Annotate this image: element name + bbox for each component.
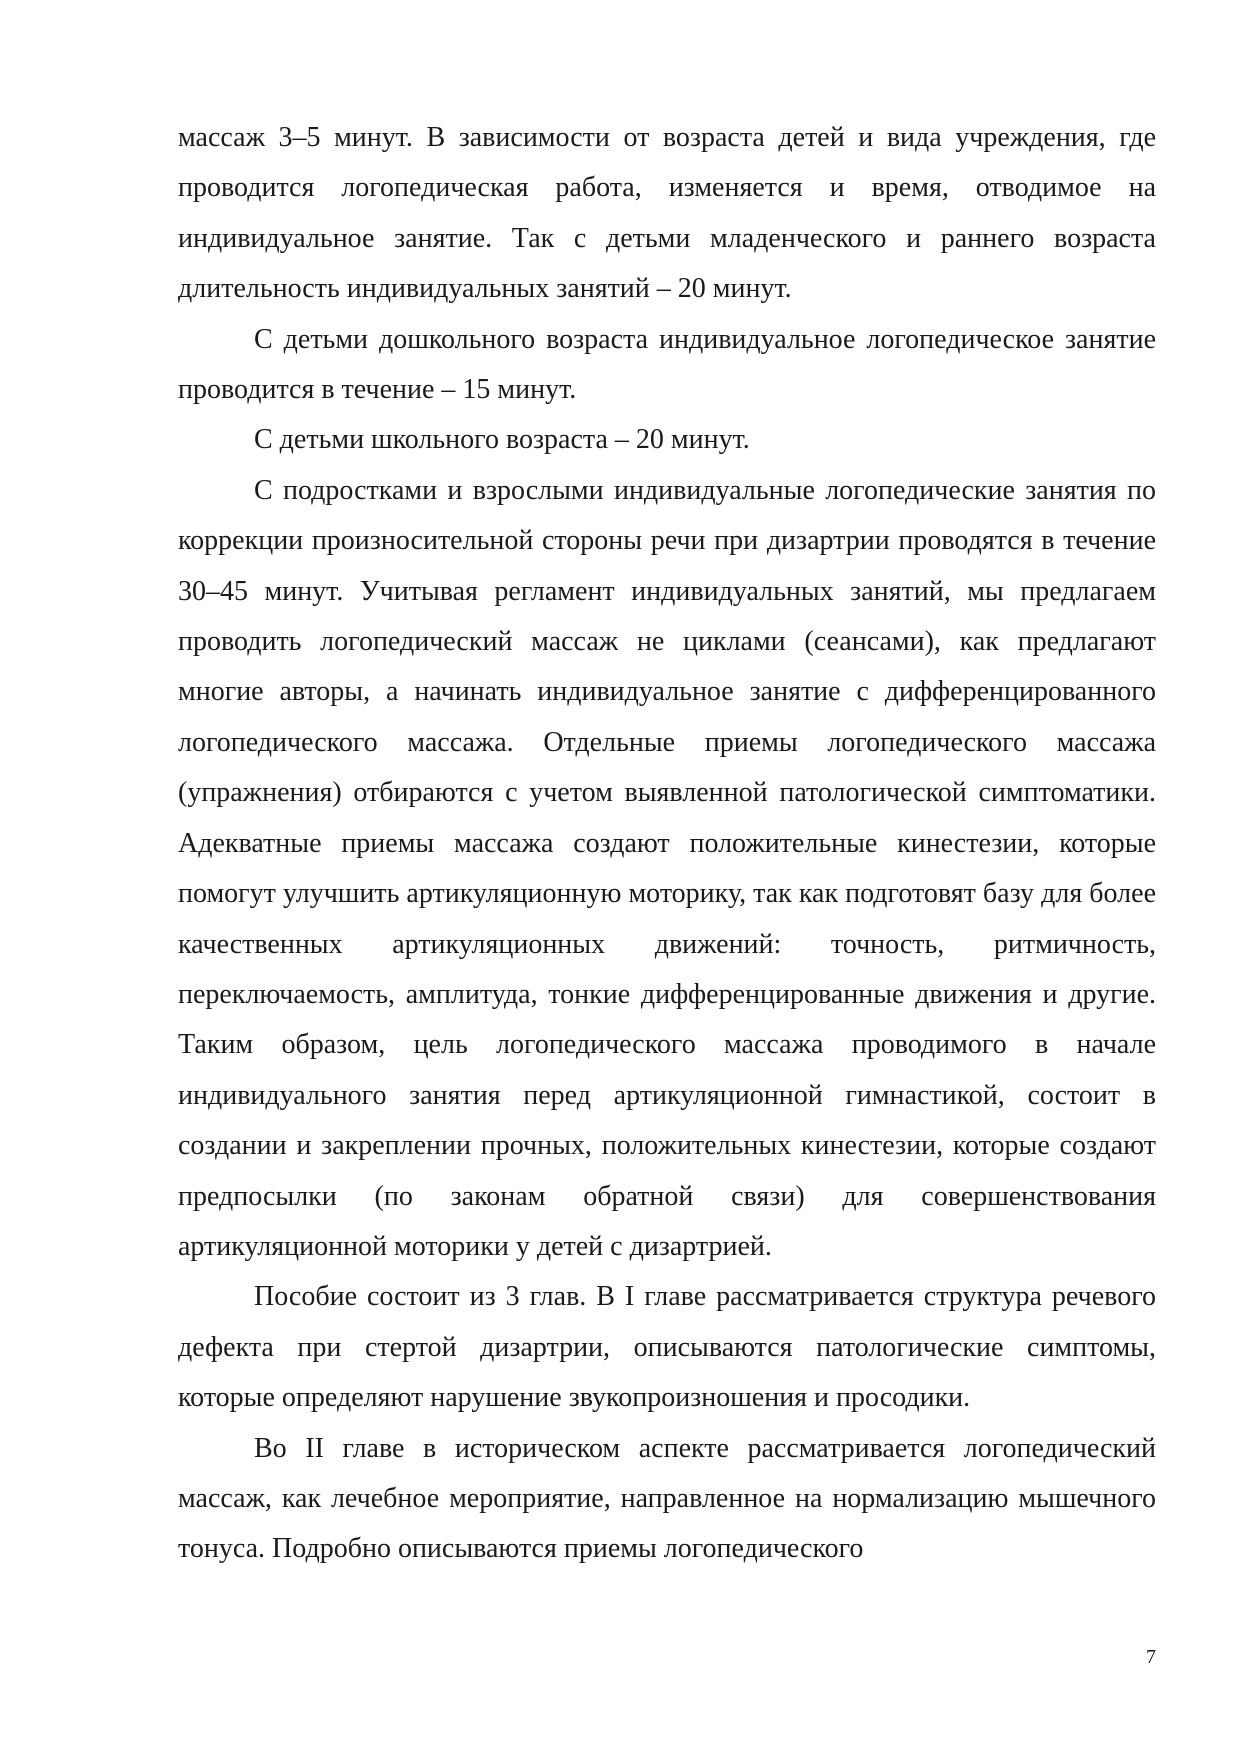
- paragraph-2: С детьми дошкольного возраста индивидуальное логопедическое занятие проводится в течение – 15 минут.: [178, 323, 1156, 406]
- paragraph-1: массаж 3–5 минут. В зависимости от возраста детей и вида учреждения, где проводится логопедическая работа, изменяется и время, отводимое на индивидуальное занятие. Так с детьми младенческого и раннего возраста длительность индивидуальных занятий – 20 минут.: [178, 122, 1156, 305]
- paragraph-6: Во II главе в историческом аспекте рассматривается логопедический массаж, как лечебное мероприятие, направленное на нормализацию мышечного тонуса. Подробно описываются приемы логопедического: [178, 1432, 1156, 1565]
- paragraph-3: С детьми школьного возраста – 20 минут.: [254, 424, 750, 456]
- paragraph-4: С подростками и взрослыми индивидуальные логопедические занятия по коррекции произносительной стороны речи при дизартрии проводятся в течение 30–45 минут. Учитывая регламент индивидуальных занятий, мы предлагаем проводить логопедический массаж не циклами (сеансами), как предлагают многие авторы, а начинать индивидуальное занятие с дифференцированного логопедического массажа. Отдельные приемы логопедического массажа (упражнения) отбираются с учетом выявленной патологической симптоматики. Адекватные приемы массажа создают положительные кинестезии, которые помогут улучшить артикуляционную моторику, так как подготовят базу для более качественных артикуляционных движений: точность, ритмичность, переключаемость, амплитуда, тонкие дифференцированные движения и другие. Таким образом, цель логопедического массажа проводимого в начале индивидуального занятия перед артикуляционной гимнастикой, состоит в создании и закреплении прочных, положительных кинестезии, которые создают предпосылки (по законам обратной связи) для совершенствования артикуляционной моторики у детей с дизартрией.: [178, 474, 1156, 1262]
- paragraph-5: Пособие состоит из 3 глав. В I главе рассматривается структура речевого дефекта при стертой дизартрии, описываются патологические симптомы, которые определяют нарушение звукопроизношения и просодики.: [178, 1281, 1156, 1414]
- page-number: 7: [1146, 1646, 1156, 1668]
- body-text: [178, 113, 1156, 1575]
